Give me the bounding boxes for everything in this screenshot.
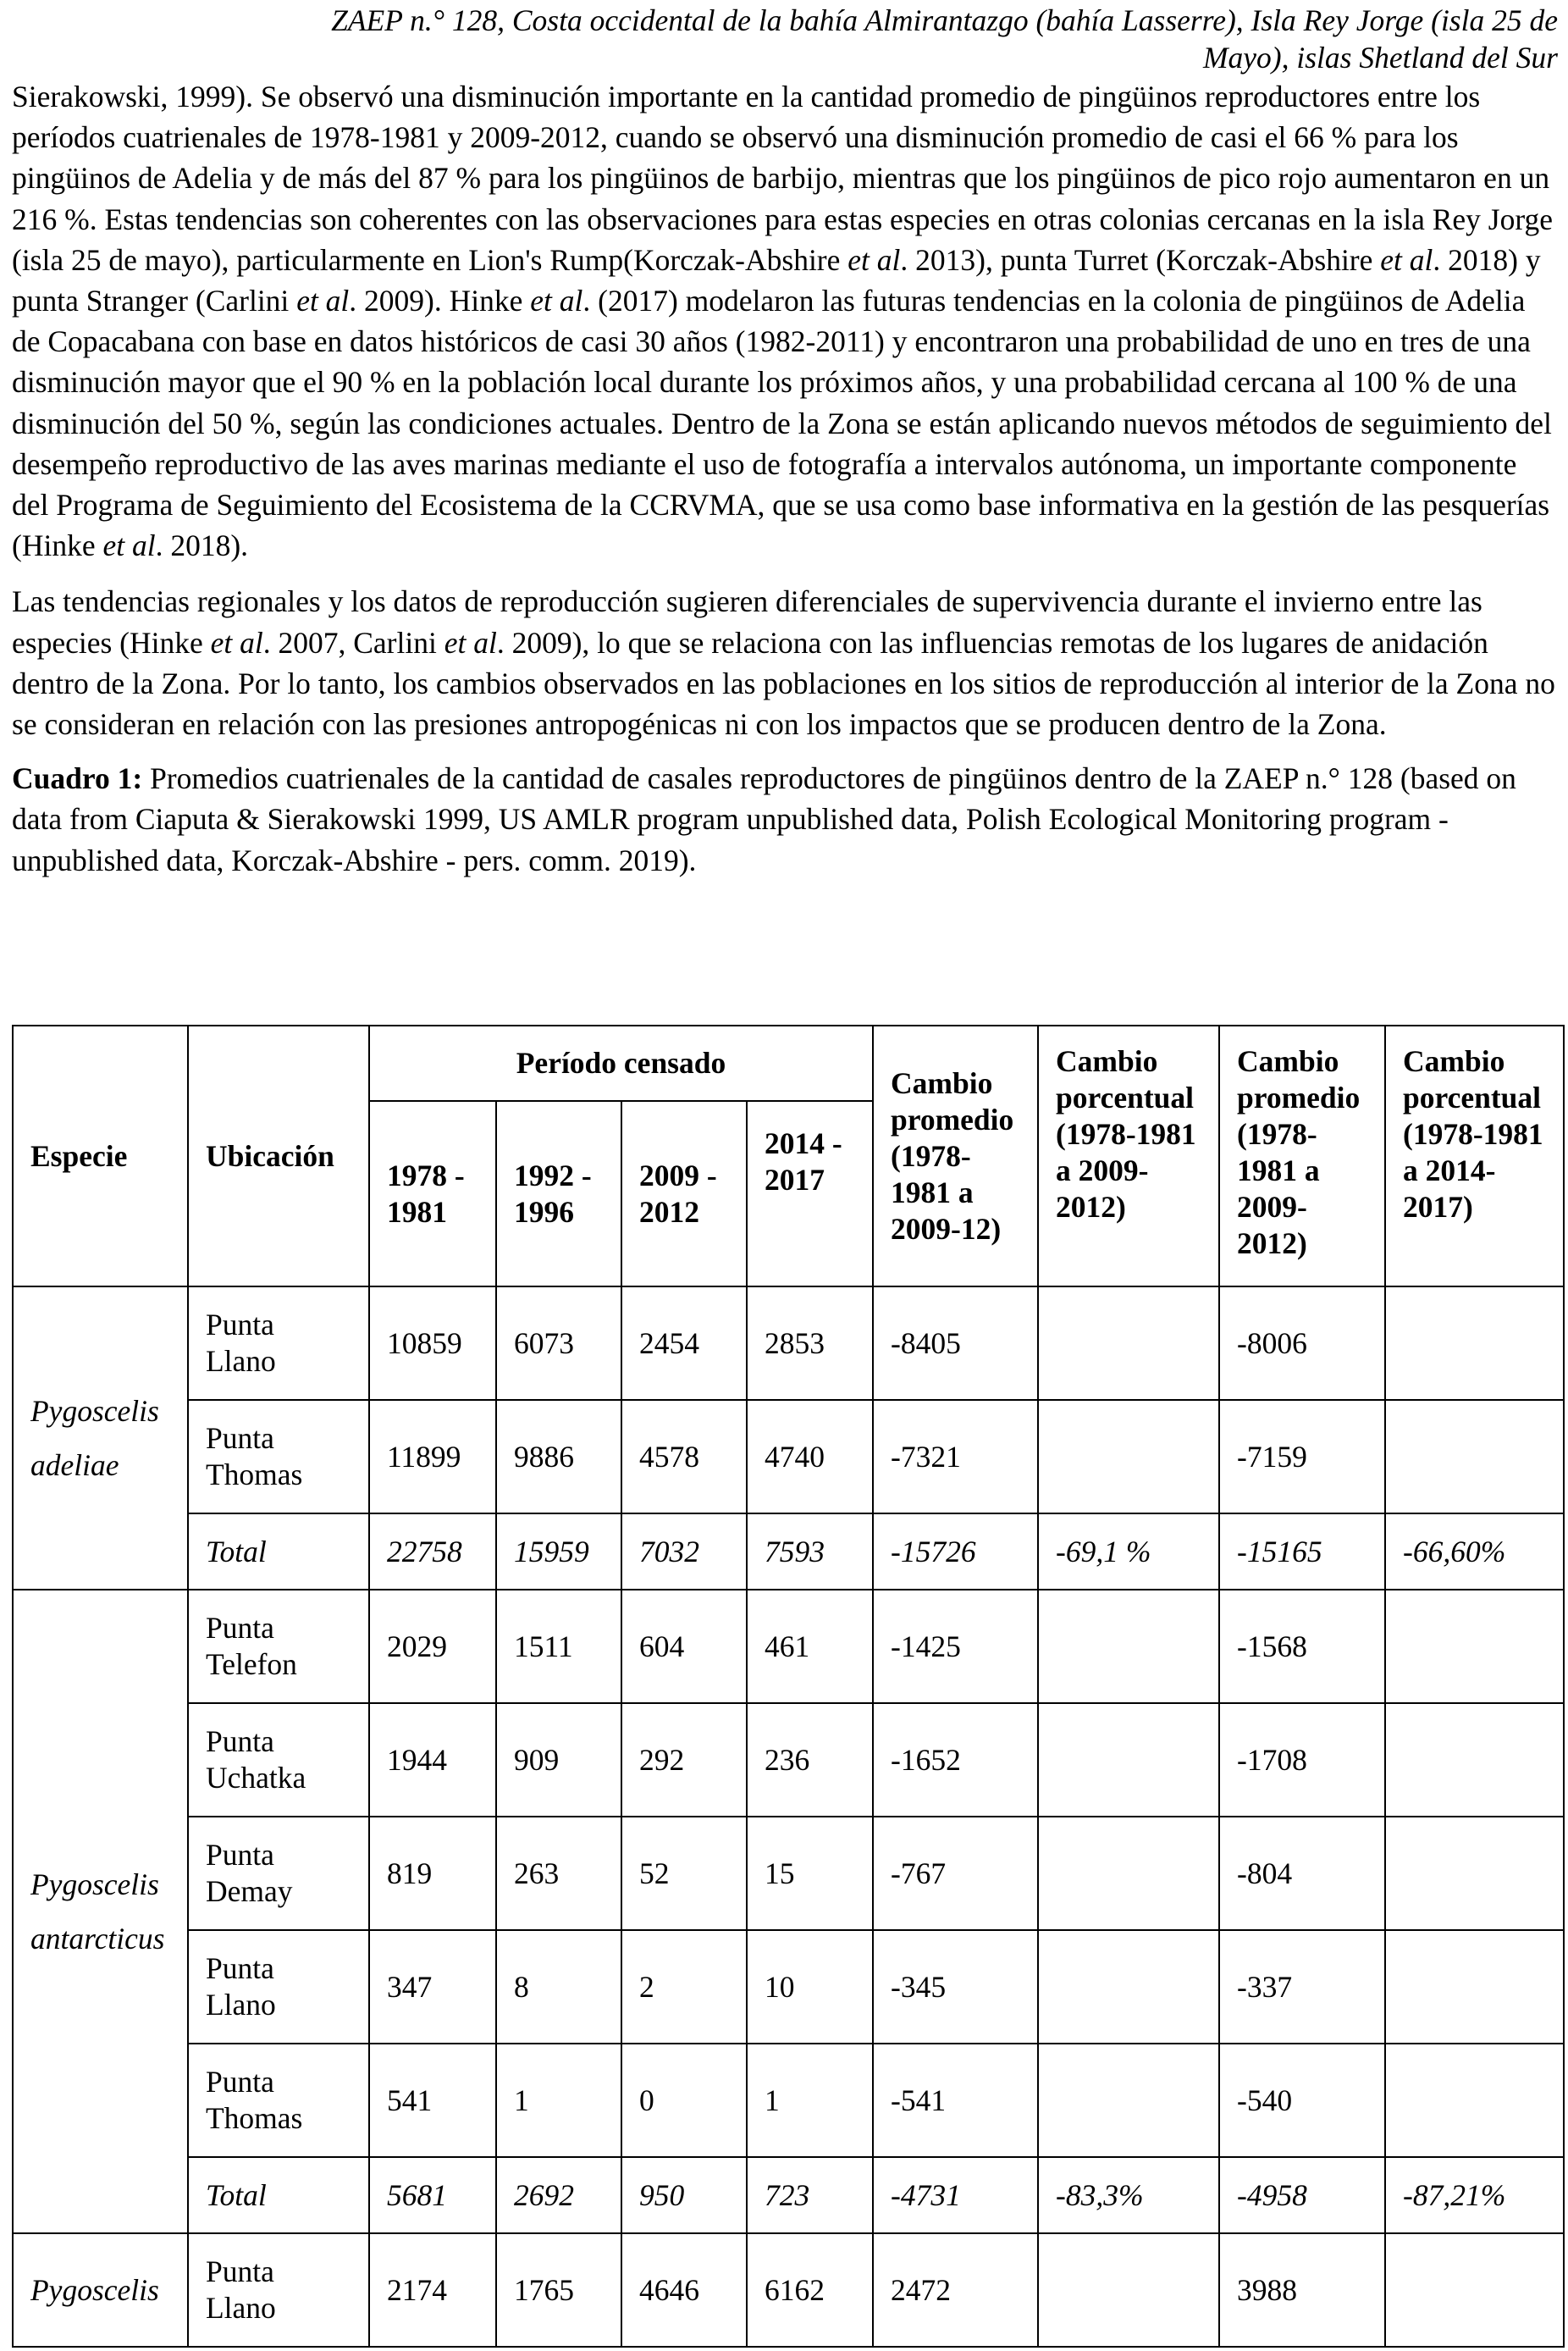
species-epithet: adeliae [30,1448,119,1482]
value-cell: 2029 [369,1590,496,1703]
document-page [12,0,1558,881]
location-cell: Punta Demay [188,1817,369,1930]
species-genus: Pygoscelis [30,1394,159,1428]
header-ubicacion: Ubicación [188,1026,369,1286]
table-row [13,2044,1564,2157]
value-cell: 1 [496,2044,621,2157]
species-cell [13,2233,188,2347]
value-cell: -69,1 % [1038,1513,1219,1590]
value-cell [1385,1703,1564,1817]
value-cell: -804 [1219,1817,1385,1930]
table-row [13,1590,1564,1703]
value-cell: 347 [369,1930,496,2044]
value-cell: 1765 [496,2233,621,2347]
value-cell: 9886 [496,1400,621,1513]
value-cell: 2174 [369,2233,496,2347]
header-period-1992-1996: 1992 - 1996 [496,1101,621,1286]
table-row [13,1817,1564,1930]
location-cell: Punta Thomas [188,1400,369,1513]
table-row [13,1400,1564,1513]
value-cell [1038,1400,1219,1513]
value-cell: 2454 [621,1286,747,1400]
value-cell: 1511 [496,1590,621,1703]
header-cambio-porcentual-2: Cambio porcentual (1978-1981 a 2014-2017) [1385,1026,1564,1286]
location-cell: Total [188,1513,369,1590]
value-cell: -345 [873,1930,1038,2044]
value-cell: 6073 [496,1286,621,1400]
value-cell: -1652 [873,1703,1038,1817]
header-period-2009-2012: 2009 - 2012 [621,1101,747,1286]
header-line-1: ZAEP n.° 128, Costa occidental de la bahía Almirantazgo (bahía Lasserre), Isla Rey Jorge (isla 25 de [331,3,1558,37]
table-row [13,1703,1564,1817]
species-genus: Pygoscelis [30,1867,159,1901]
location-cell: Punta Llano [188,1930,369,2044]
table-row-total [13,2157,1564,2233]
value-cell: 950 [621,2157,747,2233]
text-run: Sierakowski, 1999). Se observó una disminución importante en la cantidad promedio de pingüinos reproductores entre los períodos cuatrienales de 1978-1981 y 2009-2012, cuando se observó una disminución promedio de casi el 66 % para los pingüinos de Adelia y de más del 87 % para los pingüinos de barbijo, mientras que los pingüinos de pico rojo aumentaron en un 216 %. Estas tendencias son coherentes con las observaciones para estas especies en otras colonias cercanas en la isla Rey Jorge (isla 25 de mayo), particularmente en Lion's Rump(Korczak-Abshire [12,80,1554,277]
value-cell: -1568 [1219,1590,1385,1703]
value-cell: 4578 [621,1400,747,1513]
value-cell: 292 [621,1703,747,1817]
value-cell: -337 [1219,1930,1385,2044]
value-cell: 11899 [369,1400,496,1513]
value-cell: -541 [873,2044,1038,2157]
text-run: . 2009). Hinke [349,284,531,318]
value-cell: 22758 [369,1513,496,1590]
text-run: Las tendencias regionales y los datos de reproducción sugieren diferenciales de supervivencia durante el invierno entre las especies (Hinke [12,584,1482,660]
value-cell: 819 [369,1817,496,1930]
value-cell: 15959 [496,1513,621,1590]
text-run: . 2013), punta Turret (Korczak-Abshire [900,242,1381,277]
value-cell [1038,1590,1219,1703]
value-cell: 604 [621,1590,747,1703]
value-cell: -8006 [1219,1286,1385,1400]
value-cell: 4646 [621,2233,747,2347]
value-cell [1038,2233,1219,2347]
table-row-total [13,1513,1564,1590]
running-header [12,0,1558,76]
value-cell: 2692 [496,2157,621,2233]
header-period-2014-2017: 2014 - 2017 [747,1101,873,1286]
table-row [13,1286,1564,1400]
italic-run: et al [444,625,497,660]
value-cell: -4958 [1219,2157,1385,2233]
value-cell: 461 [747,1590,873,1703]
value-cell [1385,1286,1564,1400]
value-cell [1038,1286,1219,1400]
value-cell [1385,1590,1564,1703]
italic-run: et al [296,284,350,318]
value-cell: 723 [747,2157,873,2233]
table-row [13,1930,1564,2044]
value-cell: 263 [496,1817,621,1930]
paragraph-1 [12,76,1558,566]
value-cell [1385,1400,1564,1513]
value-cell: 3988 [1219,2233,1385,2347]
value-cell: -87,21% [1385,2157,1564,2233]
header-periodo-censado: Período censado [369,1026,873,1101]
header-cambio-porcentual-1: Cambio porcentual (1978-1981 a 2009-2012) [1038,1026,1219,1286]
header-cambio-promedio-1: Cambio promedio (1978-1981 a 2009-12) [873,1026,1038,1286]
value-cell: 6162 [747,2233,873,2347]
value-cell: -83,3% [1038,2157,1219,2233]
location-cell: Punta Uchatka [188,1703,369,1817]
value-cell: -7321 [873,1400,1038,1513]
italic-run: et al [1380,242,1433,277]
value-cell: 0 [621,2044,747,2157]
value-cell: -7159 [1219,1400,1385,1513]
location-cell: Punta Llano [188,1286,369,1400]
value-cell: -1708 [1219,1703,1385,1817]
value-cell: 236 [747,1703,873,1817]
value-cell [1038,1703,1219,1817]
value-cell [1038,1817,1219,1930]
header-line-2: Mayo), islas Shetland del Sur [1202,41,1558,75]
text-run: . 2009), lo que se relaciona con las influencias remotas de los lugares de anidación dentro de la Zona. Por lo tanto, los cambios observados en las poblaciones en los sitios de reproducción al interior de la Zona no se consideran en relación con las presiones antropogénicas ni con los impactos que se producen dentro de la Zona. [12,625,1555,742]
italic-run: et al [530,284,583,318]
value-cell: -15165 [1219,1513,1385,1590]
penguin-census-table [12,1025,1565,2348]
value-cell [1385,2233,1564,2347]
value-cell [1385,2044,1564,2157]
value-cell: -8405 [873,1286,1038,1400]
header-period-1978-1981: 1978 - 1981 [369,1101,496,1286]
header-cambio-promedio-2: Cambio promedio (1978-1981 a 2009-2012) [1219,1026,1385,1286]
caption-label: Cuadro 1: [12,761,143,796]
value-cell: 909 [496,1703,621,1817]
species-genus: Pygoscelis [30,2272,159,2307]
value-cell [1038,2044,1219,2157]
value-cell: 1944 [369,1703,496,1817]
caption-text: Promedios cuatrienales de la cantidad de casales reproductores de pingüinos dentro de la ZAEP n.° 128 (based on data from Ciaputa & Sierakowski 1999, US AMLR program unpublished data, Polish Ecological Monitoring program - unpublished data, Korczak-Abshire - pers. comm. 2019). [12,761,1516,877]
value-cell [1385,1817,1564,1930]
text-run: . 2018) y punta Stranger (Carlini [12,242,1541,318]
text-run: . (2017) modelaron las futuras tendencias en la colonia de pingüinos de Adelia de Copacabana con base en datos históricos de casi 30 años (1982-2011) y encontraron una probabilidad de uno en tres de una disminución mayor que el 90 % en la población local durante los próximos años, y una probabilidad cercana al 100 % de una disminución del 50 %, según las condiciones actuales. Dentro de la Zona se están aplicando nuevos métodos de seguimiento del desempeño reproductivo de las aves marinas mediante el uso de fotografía a intervalos autónoma, un importante componente del Programa de Seguimiento del Ecosistema de la CCRVMA, que se usa como base informativa en la gestión de las pesquerías (Hinke [12,284,1552,563]
italic-run: et al [102,528,156,563]
value-cell: 2853 [747,1286,873,1400]
table-caption [12,758,1558,881]
header-especie: Especie [13,1026,188,1286]
italic-run: et al [847,242,901,277]
value-cell: 15 [747,1817,873,1930]
value-cell: -767 [873,1817,1038,1930]
value-cell: -540 [1219,2044,1385,2157]
value-cell: 1 [747,2044,873,2157]
value-cell [1038,1930,1219,2044]
italic-run: et al [210,625,263,660]
value-cell: -15726 [873,1513,1038,1590]
value-cell: 10 [747,1930,873,2044]
text-run: . 2007, Carlini [262,625,444,660]
location-cell: Total [188,2157,369,2233]
value-cell: 2 [621,1930,747,2044]
value-cell: 2472 [873,2233,1038,2347]
species-cell [13,1286,188,1590]
text-run: . 2018). [155,528,249,563]
species-epithet: antarcticus [30,1922,165,1955]
value-cell [1385,1930,1564,2044]
value-cell: 541 [369,2044,496,2157]
value-cell: -1425 [873,1590,1038,1703]
location-cell: Punta Thomas [188,2044,369,2157]
value-cell: 8 [496,1930,621,2044]
value-cell: 10859 [369,1286,496,1400]
value-cell: 4740 [747,1400,873,1513]
species-cell [13,1590,188,2233]
value-cell: 52 [621,1817,747,1930]
location-cell: Punta Telefon [188,1590,369,1703]
table-row [13,2233,1564,2347]
value-cell: 5681 [369,2157,496,2233]
location-cell: Punta Llano [188,2233,369,2347]
value-cell: -66,60% [1385,1513,1564,1590]
paragraph-2 [12,581,1558,744]
value-cell: 7593 [747,1513,873,1590]
value-cell: 7032 [621,1513,747,1590]
value-cell: -4731 [873,2157,1038,2233]
